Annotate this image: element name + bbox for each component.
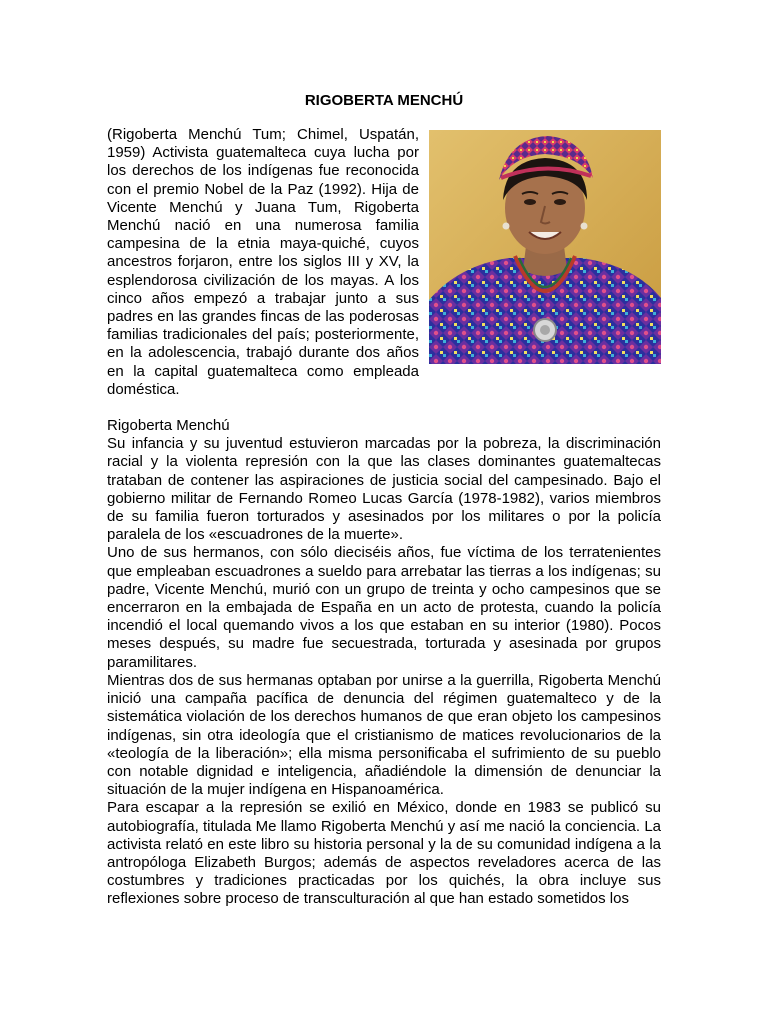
document-title: RIGOBERTA MENCHÚ	[304, 92, 464, 109]
body-paragraph: Para escapar a la represión se exilió en México, donde en 1983 se publicó su autobiografía, titulada Me llamo Rigoberta Menchú y así me nació la conciencia. La activista relató en este libro su historia personal y la de su comunidad indígena a la antropóloga Elizabeth Burgos; además de aspectos reveladores acerca de las costumbres y tradiciones practicadas por los quichés, la obra incluye sus reflexiones sobre proceso de transculturación al que han estado sometidos los	[107, 799, 661, 908]
body-paragraph: Su infancia y su juventud estuvieron marcadas por la pobreza, la discriminación racial y la violenta represión con la que las clases dominantes guatemaltecas trataban de contener las aspiraciones de justicia social del campesinado. Bajo el gobierno militar de Fernando Romeo Lucas García (1978-1982), varios miembros de su familia fueron torturados y asesinados por los militares o por la policía paralela de los «escuadrones de la muerte».	[107, 435, 661, 544]
intro-paragraph: (Rigoberta Menchú Tum; Chimel, Uspatán, 1959) Activista guatemalteca cuya lucha por los derechos de los indígenas fue reconocida con el premio Nobel de la Paz (1992). Hija de Vicente Menchú y Juana Tum, Rigoberta Menchú nació en una numerosa familia campesina de la etnia maya-quiché, cuyos ancestros forjaron, entre los siglos III y XV, la esplendorosa civilización de los mayas. A los cinco años empezó a trabajar junto a sus padres en las grandes fincas de las poderosas familias tradicionales del país; posteriormente, en la adolescencia, trabajó durante dos años en la capital guatemalteca como empleada doméstica.	[107, 126, 419, 398]
section-heading: Rigoberta Menchú	[107, 417, 230, 435]
paragraph-spacer	[107, 399, 661, 417]
portrait-photo	[429, 130, 661, 364]
body-paragraph: Uno de sus hermanos, con sólo dieciséis años, fue víctima de los terratenientes que empleaban escuadrones a sueldo para arrebatar las tierras a los indígenas; su padre, Vicente Menchú, murió con un grupo de treinta y ocho campesinos que se encerraron en la embajada de España en un acto de protesta, cuando la policía incendió el local quemando vivos a los que estaban en su interior (1980). Pocos meses después, su madre fue secuestrada, torturada y asesinada por grupos paramilitares.	[107, 544, 661, 671]
document-body	[107, 126, 661, 909]
body-paragraph: Mientras dos de sus hermanas optaban por unirse a la guerrilla, Rigoberta Menchú inició una campaña pacífica de denuncia del régimen guatemalteco y de la sistemática violación de los derechos humanos de que eran objeto los campesinos indígenas, sin otra ideología que el cristianismo de matices revolucionarios de la «teología de la liberación»; ella misma personificaba el sufrimiento de su pueblo con notable dignidad e inteligencia, añadiéndole la dimensión de denunciar la situación de la mujer indígena en Hispanoamérica.	[107, 671, 661, 799]
